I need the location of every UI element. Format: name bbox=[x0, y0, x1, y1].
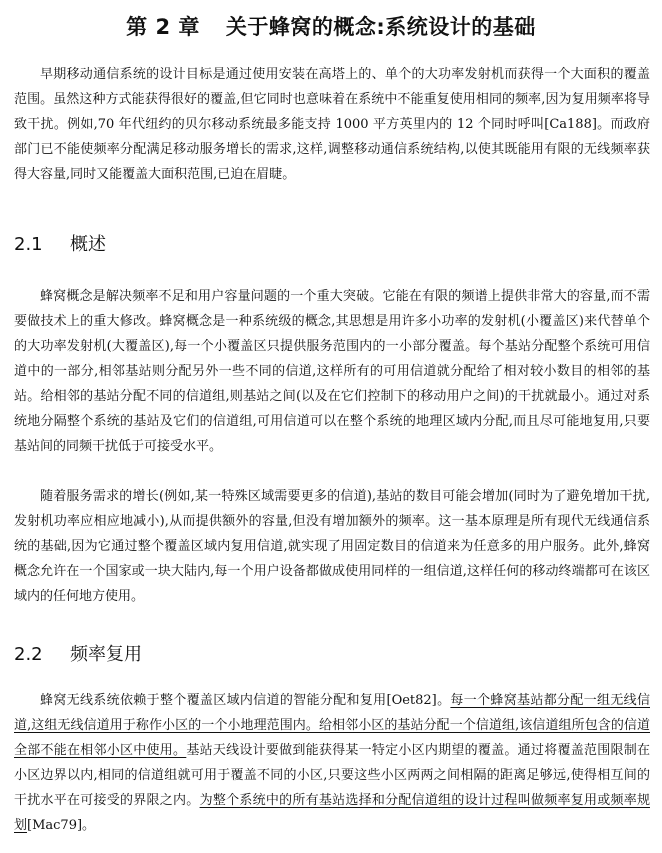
underlined-text: 为整个系统中的所有基站选择和分配信道组的设计过程叫做频率复用或频率规划 bbox=[14, 793, 650, 833]
section-heading-2-2 bbox=[14, 642, 142, 668]
intro-paragraph: 早期移动通信系统的设计目标是通过使用安装在高塔上的、单个的大功率发射机而获得一个大面积的覆盖范围。虽然这种方式能获得很好的覆盖,但它同时也意味着在系统中不能重复使用相同的频率,因为复用频率将导致干扰。例如,70 年代纽约的贝尔移动系统最多能支持 1000 平方英里内的 12 个同时呼叫[Ca188]。而政府部门已不能使频率分配满足移动服务增长的需求,这样,调整移动通信系统结构,以使其既能用有限的无线频率获得大容量,同时又能覆盖大面积范围,已迫在眉睫。 bbox=[14, 67, 650, 182]
underlined-text: 每一个蜂窝基站都分配一组无线信道,这组无线信道用于称作小区的一个小地理范围内。给相邻小区的基站分配一个信道组,该信道组所包含的信道全部不能在相邻小区中使用。 bbox=[14, 693, 650, 758]
text-segment: 基站天线设计要做到能获得某一特定小区内期望的覆盖。通过将覆盖范围限制在小区边界以内,相同的信道组就可用于覆盖不同的小区,只要这些小区两两之间相隔的距离足够远,使得相互间的干扰水平在可接受的界限之内。 bbox=[14, 743, 650, 808]
paragraph-service-growth: 随着服务需求的增长(例如,某一特殊区域需要更多的信道),基站的数目可能会增加(同时为了避免增加干扰,发射机功率应相应地减小),从而提供额外的容量,但没有增加额外的频率。这一基本原理是所有现代无线通信系统的基础,因为它通过整个覆盖区域内复用信道,就实现了用固定数目的信道来为任意多的用户服务。此外,蜂窝概念允许在一个国家或一块大陆内,每一个用户设备都做成使用同样的一组信道,这样任何的移动终端都可在该区域内的任何地方使用。 bbox=[14, 489, 650, 604]
section-title: 概述 bbox=[70, 234, 106, 255]
paragraph-frequency-reuse bbox=[14, 688, 650, 838]
section-heading-2-1 bbox=[14, 232, 106, 258]
section-title: 频率复用 bbox=[70, 644, 142, 665]
section-number: 2.2 bbox=[14, 644, 43, 665]
section-number: 2.1 bbox=[14, 234, 43, 255]
chapter-title bbox=[0, 12, 662, 42]
chapter-number: 第 2 章 bbox=[126, 15, 200, 39]
chapter-title-text: 关于蜂窝的概念:系统设计的基础 bbox=[225, 15, 536, 39]
citation: [Mac79]。 bbox=[27, 818, 96, 833]
text-segment: 蜂窝无线系统依赖于整个覆盖区域内信道的智能分配和复用[Oet82]。 bbox=[40, 693, 451, 708]
paragraph-cellular-concept: 蜂窝概念是解决频率不足和用户容量问题的一个重大突破。它能在有限的频谱上提供非常大的容量,而不需要做技术上的重大修改。蜂窝概念是一种系统级的概念,其思想是用许多小功率的发射机(小覆盖区)来代替单个的大功率发射机(大覆盖区),每一个小覆盖区只提供服务范围内的一小部分覆盖。每个基站分配整个系统可用信道中的一部分,相邻基站则分配另外一些不同的信道,这样所有的可用信道就分配给了相对较小数目的相邻的基站。给相邻的基站分配不同的信道组,则基站之间(以及在它们控制下的移动用户之间)的干扰就最小。通过对系统地分隔整个系统的基站及它们的信道组,可用信道可以在整个系统的地理区域内分配,而且尽可能地复用,只要基站间的同频干扰低于可接受水平。 bbox=[14, 289, 650, 454]
